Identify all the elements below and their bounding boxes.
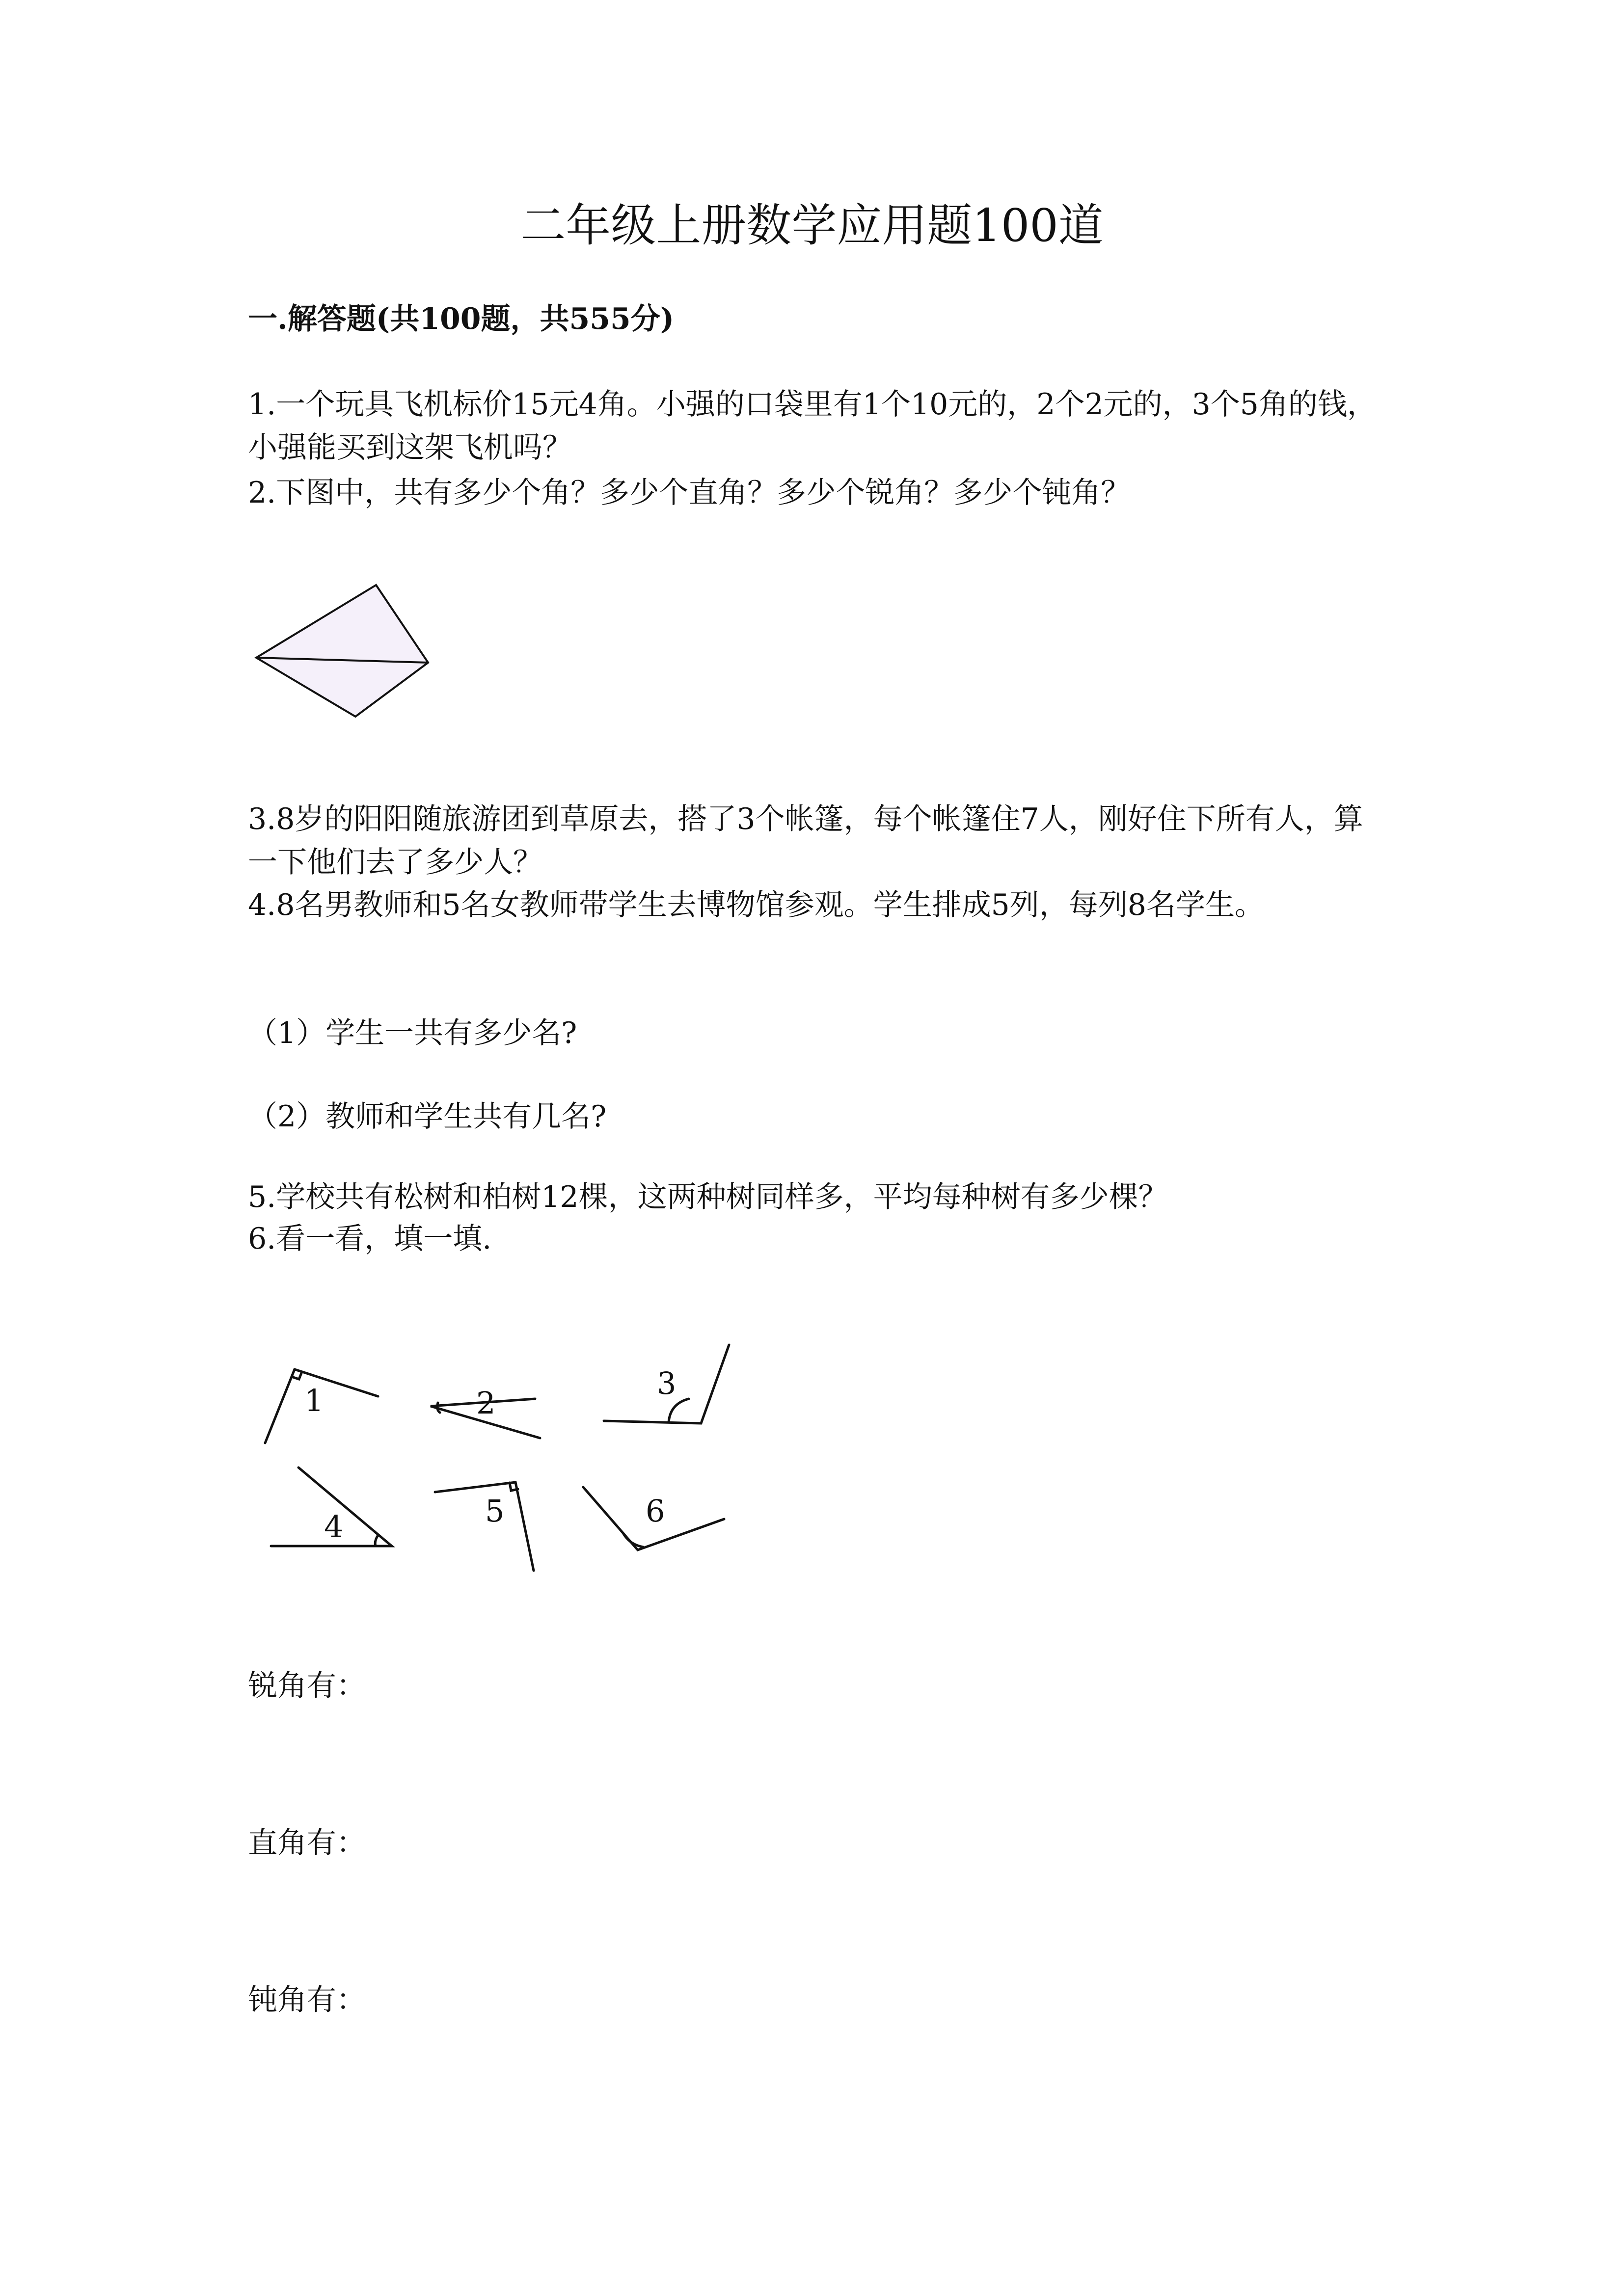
kite-shape	[256, 585, 428, 717]
question-4-sub-2: （2）教师和学生共有几名?	[248, 1099, 607, 1134]
question-2: 2.下图中，共有多少个角？多少个直角？多少个锐角？多少个钝角？	[248, 476, 1131, 510]
kite-figure	[245, 574, 442, 726]
question-1: 1.一个玩具飞机标价15元4角。小强的口袋里有1个10元的，2个2元的，3个5角的钱，小强能买到这架飞机吗？	[248, 387, 1377, 465]
answer-acute-label: 锐角有：	[248, 1669, 366, 1703]
angle-5	[435, 1482, 534, 1571]
page-title: 二年级上册数学应用题100道	[520, 199, 1104, 252]
answer-obtuse-label: 钝角有：	[248, 1983, 366, 2017]
section-heading: 一.解答题(共100题，共555分)	[248, 302, 675, 336]
question-5: 5.学校共有松树和柏树12棵，这两种树同样多，平均每种树有多少棵？	[248, 1180, 1168, 1214]
question-3: 3.8岁的阳阳随旅游团到草原去，搭了3个帐篷，每个帐篷住7人，刚好住下所有人，算一下他们去了多少人？	[248, 802, 1363, 880]
question-4: 4.8名男教师和5名女教师带学生去博物馆参观。学生排成5列，每列8名学生。	[248, 888, 1264, 922]
angle-label-1: 1	[304, 1383, 324, 1418]
angles-figure	[245, 1325, 761, 1580]
angle-label-3: 3	[657, 1365, 677, 1401]
angle-label-5: 5	[485, 1493, 505, 1529]
angle-label-2: 2	[476, 1385, 496, 1421]
answer-right-label: 直角有：	[248, 1826, 366, 1860]
question-6: 6.看一看，填一填.	[248, 1222, 492, 1256]
angle-label-4: 4	[324, 1509, 344, 1545]
question-4-sub-1: （1）学生一共有多少名?	[248, 1016, 577, 1050]
angle-label-6: 6	[646, 1493, 665, 1529]
